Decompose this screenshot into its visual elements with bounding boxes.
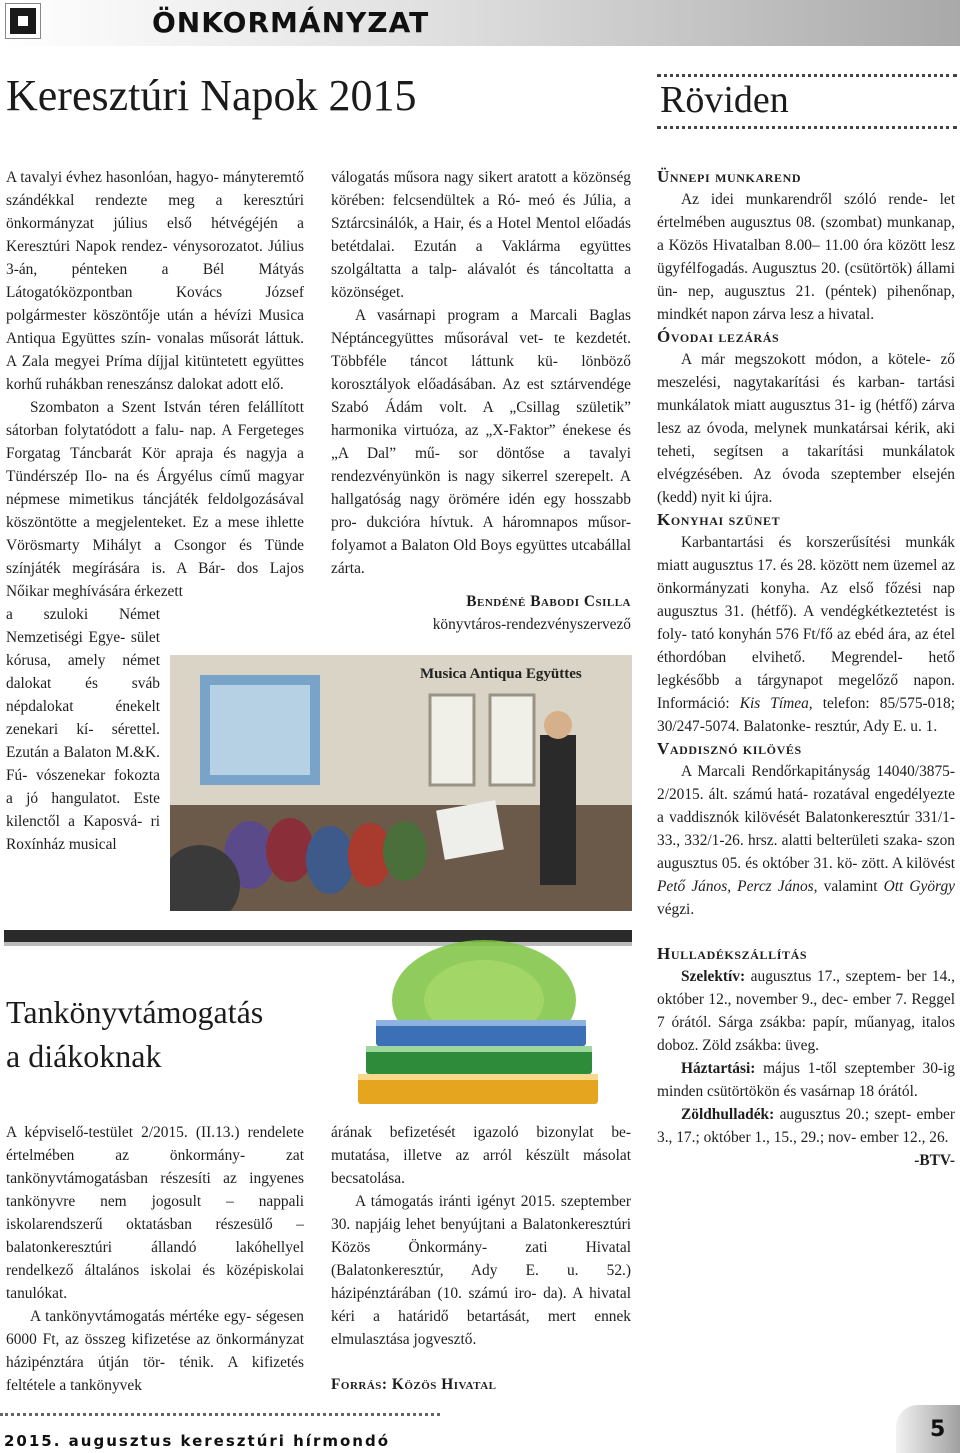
paragraph: A vasárnapi program a Marcali Baglas Néptáncegyüttes műsorával vet- te kezdetét. Többféle táncot láttunk kü- lönböző korosztályok előadásában. Az est sztárvendége Szabó Ádám volt. A „Csillag születik” harmonika virtuóza, az „X-Faktor” énekese és „A Dal” mű- sor döntőse a tavalyi rendezvényünkön is nagy sikerrel szerepelt. A hallgatóság nagy örömére idén egy hosszabb pro- dukcióra hívtuk. A háromnapos műsor- folyamot a Balaton Old Boys együttes utcabállal zárta. (331, 307, 631, 577)
footer-dotted-rule (0, 1413, 440, 1416)
paragraph: Szombaton a Szent István téren felállított sátorban folytatódott a falu- nap. A Fergeteges Forgatag Táncbarát Kör apraja és nagyja a Tündérszép Ilo- na és Árgyélus című magyar népmese mimetikus táncjáték feldolgozásával köszöntötte a megjelenteket. Ez a mese ihlette Vörösmarty Mihályt a Csongor és Tünde színjáték megírására is. A Bár- dos Lajos Nőikar meghívására érkezett (6, 399, 304, 600)
article-title: Keresztúri Napok 2015 (6, 71, 417, 120)
photo-caption: Musica Antiqua Együttes (420, 666, 582, 682)
sidebar-heading: Ünnepi munkarend (657, 167, 802, 186)
signature: -BTV- (914, 1152, 955, 1169)
paragraph: válogatás műsora nagy sikert aratott a közönség körében: felcsendültek a Ró- meó és Júlia, a Sztárcsinálók, a Hair, és a Hotel Mentol előadás betétdalai. Ezután a Vaklárma együttes szolgáltatta a talp- alávalót és táncoltatta a közönséget. (331, 169, 631, 301)
sidebar-heading: Konyhai szünet (657, 510, 781, 529)
author-name: Bendéné Babodi Csilla (466, 593, 631, 610)
sidebar-paragraph: A Marcali Rendőrkapitányság 14040/3875-2/2015. ált. számú hatá- rozatával engedélyezte a vaddisznók kilövését Balatonkeresztúr 331/1-33., 332/1-26. hrsz. alatti belterületi szaka- szon augusztus 05. és október 31. kö- zött. A kilövést Pető János, Percz János, valamint Ott György végzi. (657, 763, 955, 918)
concert-photo (170, 655, 632, 911)
hunter-names: Pető János, Percz János, (657, 878, 818, 895)
sidebar-dotted-rule-top (657, 74, 957, 77)
sidebar-dotted-rule-bottom (657, 126, 957, 129)
paragraph: A képviselő-testület 2/2015. (II.13.) rendelete értelmében az önkormány- zat tankönyvtámogatásban részesíti az ingyenes tankönyvre nem jogosult – nappali iskolarendszerű oktatásban részesülő – balatonkeresztúri állandó lakóhellyel rendelkező általános iskolai és középiskolai tanulókat. (6, 1124, 304, 1302)
books-illustration (336, 940, 632, 1110)
article2-title-line2: a diákoknak (6, 1038, 162, 1074)
article2-title-line1: Tankönyvtámogatás (6, 994, 264, 1030)
footer-issue: 2015. augusztus keresztúri hírmondó (4, 1432, 391, 1450)
section-marker-icon (6, 4, 40, 38)
paragraph: A tankönyvtámogatás mértéke egy- ségesen 6000 Ft, az összeg kifizetése az önkormányzat házipénztára útján tör- ténik. A kifizetés feltétele a tankönyvek (6, 1308, 304, 1394)
author-role: könyvtáros-rendezvényszervező (432, 616, 631, 633)
sidebar-heading: Vaddisznó kilövés (657, 739, 802, 758)
paragraph: A támogatás iránti igényt 2015. szeptember 30. napjáig lehet benyújtani a Balatonkeresztúri Közös Önkormány- zati Hivatal (Balatonkeresztúr, Ady E. u. 52.) házipénztárában (10. számú iro- da). A hivatal kéri a határidő betartását, mert ennek elmulasztása jogvesztő. (331, 1193, 631, 1348)
hunter-name: Ott György (883, 878, 955, 895)
article2-column-1 (6, 1121, 304, 1397)
sidebar-paragraph: Az idei munkarendről szóló rende- let értelmében augusztus 08. (szombat) munkanap, a Közös Hivatalban 8.00– 11.00 óra között lesz ügyfélfogadás. Augusztus 20. (csütörtök) állami ün- nep, augusztus 21. (péntek) pihenőnap, mindkét napon zárva lesz a hivatal. (657, 191, 955, 323)
paragraph: A tavalyi évhez hasonlóan, hagyo- mányteremtő szándékkal rendezte meg a keresztúri önkormányzat július első hétvégéjén a Keresztúri Napok rendez- vénysorozatot. Július 3-án, pénteken a Bél Mátyás Látogatóközpontban Kovács József polgármester köszöntője után a hévízi Musica Antiqua Együttes szín- vonalas műsorát láttuk. A Zala megyei Príma díjjal kitüntetett együttes korhű ruhákban reneszánsz dalokat adott elő. (6, 169, 304, 393)
sidebar-paragraph: Karbantartási és korszerűsítési munkák miatt augusztus 17. és 28. között nem üzemel az önkormányzati konyha. Az első főzési nap augusztus 31. (hétfő). A vendégkétkeztetést is foly- tató konyhán 576 Ft/fő az ebéd ára, az étel éthordóban elvihető. Megrendel- hető legkésőbb a tárgynapot megelőző napon. Információ: Kis Tímea, telefon: 85/575-018; 30/247-5074. Balatonke- resztúr, Ady E. u. 1. (657, 534, 956, 735)
article2-column-2 (331, 1121, 631, 1396)
sidebar-paragraph: A már megszokott módon, a kötele- ző meszelési, nagytakarítási és karban- tartási munkálatok miatt augusztus 31- ig (hétfő) zárva lesz az óvoda, melynek munkatársai kérik, aki teheti, segítsen a takarítási munkálatok elvégzésében. Az óvoda szeptember elsején (kedd) nyit ki újra. (657, 351, 955, 506)
source-line: Forrás: Közös Hivatal (331, 1376, 497, 1393)
page-number: 5 (896, 1405, 960, 1453)
contact-name: Kis Tímea, (739, 695, 813, 712)
concert-photo-illustration (170, 655, 632, 911)
sidebar-title: Röviden (660, 79, 789, 121)
sidebar-column (657, 166, 955, 1172)
sidebar-heading: Óvodai lezárás (657, 327, 780, 346)
sidebar-paragraph: Zöldhulladék: augusztus 20.; szept- ember 3., 17.; október 1., 15., 29.; nov- ember 12., 26. -BTV- (657, 1103, 955, 1149)
section-title: ÖNKORMÁNYZAT (152, 6, 430, 39)
paragraph: árának befizetését igazoló bizonylat be- mutatása, illetve az arról készült másolat becsatolása. (331, 1124, 631, 1187)
section-header-bar (0, 0, 960, 46)
article-column-2 (331, 166, 631, 636)
paragraph-wrapped: a szuloki Német Nemzetiségi Egye- sület kórusa, amely német dalokat és sváb népdalokat énekelt zenekari kí- sérettel. Ezután a Balaton M.&K. Fú- vószenekar fokozta a jó hangulatot. Este kilenctől a Kaposvá- ri Roxínház musical (6, 606, 160, 853)
sidebar-paragraph: Háztartási: május 1-től szeptember 30-ig minden csütörtökön és vasárnap 18 órától. (657, 1060, 955, 1100)
sidebar-paragraph: Szelektív: augusztus 17., szeptem- ber 14., október 12., november 9., dec- ember 7. Reggel 7 órától. Sárga zsákba: papír, műanyag, italos doboz. Zöld zsákba: üveg. (657, 968, 955, 1054)
sidebar-heading: Hulladékszállítás (657, 944, 808, 963)
